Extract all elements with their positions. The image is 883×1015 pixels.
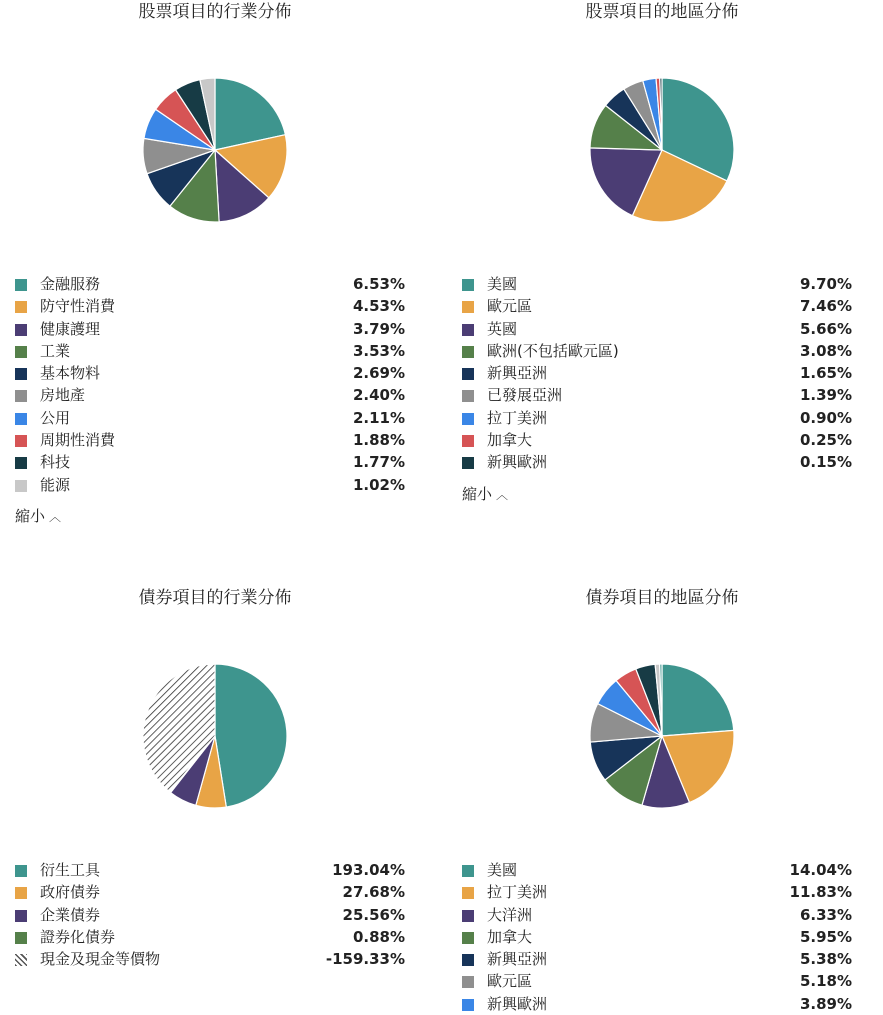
legend-label: 拉丁美洲 [487,883,548,902]
legend-value: 1.39% [799,386,852,405]
legend-item [15,451,405,473]
legend-item [462,429,852,451]
legend-value: 1.02% [352,475,405,494]
legend-swatch [15,480,27,492]
chevron-up-icon: ︿ [49,510,62,524]
equity-region-panel [462,0,862,540]
legend-label: 公用 [40,408,71,427]
equity-sector-panel [15,0,415,540]
legend-item [15,948,405,970]
legend-swatch [462,435,474,447]
legend-value: 1.65% [799,364,852,383]
legend-value: 3.89% [799,994,852,1013]
legend-swatch [462,999,474,1011]
legend-value: 4.53% [352,297,405,316]
legend-item [462,384,852,406]
legend-label: 現金及現金等價物 [40,950,161,969]
legend-value: 9.70% [799,275,852,293]
legend [15,859,405,970]
legend-label: 歐洲(不包括歐元區) [487,341,619,360]
legend-item [462,904,852,926]
legend-item [462,273,852,295]
legend-value: 5.38% [799,950,852,969]
legend-label: 金融服務 [40,275,101,293]
legend-item [15,407,405,429]
legend-value: 6.33% [799,905,852,924]
legend-item [462,407,852,429]
bond-region-pie [587,661,737,811]
legend-label: 能源 [40,475,71,494]
legend-swatch [15,368,27,380]
legend-swatch [15,413,27,425]
legend-value: 1.77% [352,453,405,472]
collapse-toggle[interactable] [15,505,61,526]
legend-swatch [15,887,27,899]
legend-swatch [462,457,474,469]
legend-item [15,384,405,406]
legend-value: 25.56% [342,905,405,924]
legend-label: 歐元區 [487,297,533,316]
legend-label: 英國 [487,319,518,338]
legend-label: 科技 [40,453,71,472]
chart-title: 股票項目的行業分佈 [138,2,292,22]
bond-region-panel [462,586,862,1013]
legend-label: 加拿大 [487,927,533,946]
legend-value: 1.88% [352,431,405,450]
legend-item [15,273,405,295]
pie-slice [215,664,287,807]
legend-label: 企業債券 [40,905,101,924]
legend-label: 工業 [40,341,71,360]
legend-value: 3.08% [799,341,852,360]
legend-item [462,970,852,992]
legend-value: 5.18% [799,972,852,991]
legend [15,273,405,496]
legend-swatch [15,279,27,291]
chart-title: 債券項目的行業分佈 [138,588,292,608]
legend-swatch [462,324,474,336]
legend-value: -159.33% [325,950,405,969]
legend-swatch [15,390,27,402]
chart-title: 股票項目的地區分佈 [585,2,739,22]
legend-item [15,340,405,362]
legend-swatch [462,910,474,922]
legend-item [462,295,852,317]
legend-swatch [15,435,27,447]
legend-swatch [15,457,27,469]
legend-item [462,948,852,970]
legend-label: 房地產 [40,386,86,405]
legend-swatch [15,346,27,358]
legend-swatch [462,301,474,313]
legend-swatch [15,324,27,336]
legend-item [15,295,405,317]
legend-swatch [462,954,474,966]
legend-swatch [462,346,474,358]
legend-item [15,474,405,496]
legend [462,859,852,1015]
pie-slice [662,664,734,736]
legend-label: 衍生工具 [40,861,101,879]
legend-item [15,904,405,926]
legend-label: 周期性消費 [40,431,116,450]
legend-swatch [462,887,474,899]
legend-label: 美國 [487,861,518,879]
legend-swatch [15,932,27,944]
legend [462,273,852,474]
legend-value: 0.25% [799,431,852,450]
legend-value: 193.04% [332,861,405,879]
collapse-label: 縮小 [462,485,493,503]
legend-label: 新興歐洲 [487,453,548,472]
legend-value: 14.04% [789,861,852,879]
legend-swatch [462,932,474,944]
legend-value: 0.90% [799,408,852,427]
legend-label: 新興亞洲 [487,950,548,969]
legend-swatch [15,910,27,922]
legend-item [462,451,852,473]
legend-item [462,362,852,384]
legend-item [15,362,405,384]
legend-label: 新興亞洲 [487,364,548,383]
legend-swatch [15,301,27,313]
legend-item [462,318,852,340]
chevron-up-icon: ︿ [496,488,509,502]
legend-label: 基本物料 [40,364,101,383]
legend-item [15,926,405,948]
legend-swatch [462,368,474,380]
legend-item [15,881,405,903]
chart-title: 債券項目的地區分佈 [585,588,739,608]
legend-value: 0.15% [799,453,852,472]
equity-sector-pie [140,75,290,225]
legend-label: 健康護理 [40,319,101,338]
legend-value: 5.66% [799,319,852,338]
legend-value: 0.88% [352,927,405,946]
legend-item [15,429,405,451]
legend-label: 歐元區 [487,972,533,991]
legend-value: 5.95% [799,927,852,946]
legend-value: 3.79% [352,319,405,338]
legend-label: 拉丁美洲 [487,408,548,427]
legend-item [462,859,852,881]
legend-value: 3.53% [352,341,405,360]
equity-region-pie [587,75,737,225]
legend-value: 7.46% [799,297,852,316]
legend-item [15,318,405,340]
legend-item [15,859,405,881]
legend-label: 新興歐洲 [487,994,548,1013]
collapse-label: 縮小 [15,507,46,525]
bond-sector-pie [140,661,290,811]
legend-item [462,926,852,948]
legend-value: 27.68% [342,883,405,902]
legend-label: 美國 [487,275,518,293]
legend-swatch [462,413,474,425]
legend-label: 證券化債券 [40,927,116,946]
legend-swatch [462,976,474,988]
legend-value: 2.40% [352,386,405,405]
legend-label: 政府債券 [40,883,101,902]
legend-label: 防守性消費 [40,297,116,316]
legend-label: 大洋洲 [487,905,533,924]
legend-value: 2.11% [352,408,405,427]
legend-item [462,340,852,362]
legend-swatch [462,279,474,291]
bond-sector-panel [15,586,415,1004]
collapse-toggle[interactable] [462,483,508,504]
legend-swatch [15,954,27,966]
legend-swatch [462,865,474,877]
legend-swatch [462,390,474,402]
legend-value: 2.69% [352,364,405,383]
legend-value: 11.83% [789,883,852,902]
legend-value: 6.53% [352,275,405,293]
legend-swatch [15,865,27,877]
legend-label: 已發展亞洲 [487,386,563,405]
legend-label: 加拿大 [487,431,533,450]
legend-item [462,881,852,903]
